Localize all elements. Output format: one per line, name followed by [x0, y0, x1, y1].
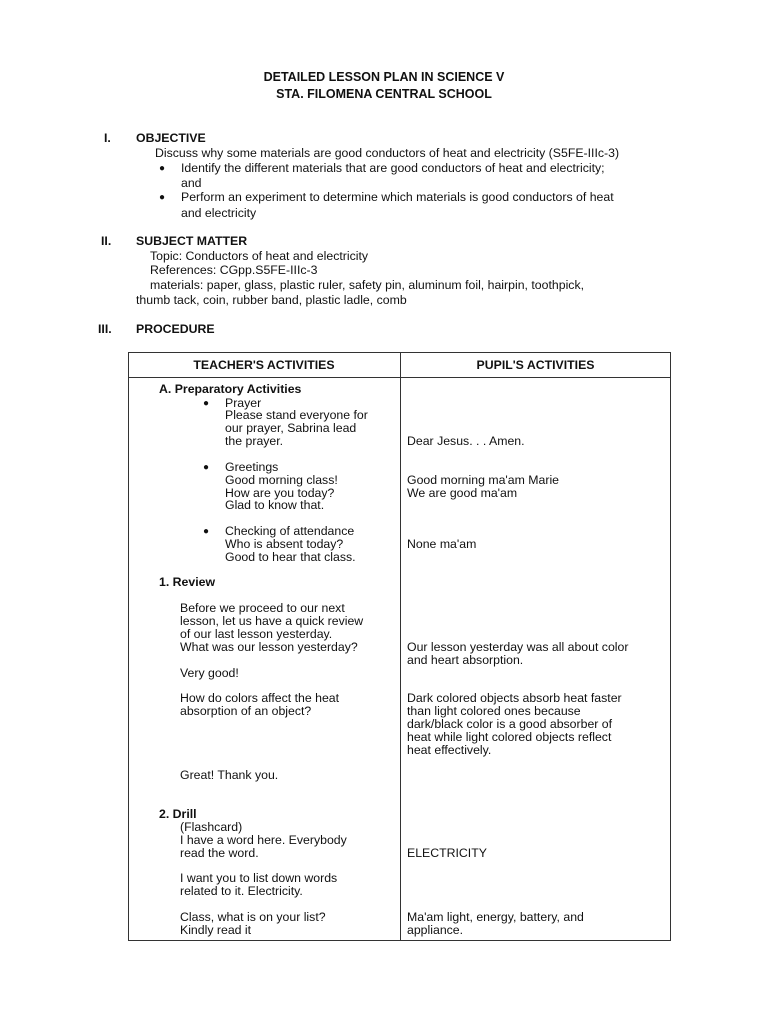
subject-heading: SUBJECT MATTER — [136, 234, 248, 248]
subject-numeral: II. — [101, 234, 112, 248]
bullet-icon: ● — [203, 398, 210, 409]
greetings-line: How are you today? — [225, 486, 335, 500]
pupil-attendance: None ma'am — [407, 537, 477, 551]
bullet-icon: ● — [203, 526, 210, 537]
pupil-drill: ELECTRICITY — [407, 846, 487, 860]
table-header-divider — [128, 377, 671, 378]
pupil-review: heat while light colored objects reflect — [407, 730, 612, 744]
review-line: of our last lesson yesterday. — [180, 627, 333, 641]
objective-intro: Discuss why some materials are good conductors of heat and electricity (S5FE-IIIc-3) — [155, 146, 620, 160]
review-line: How do colors affect the heat — [180, 691, 340, 705]
review-line: Great! Thank you. — [180, 768, 279, 782]
document-title: DETAILED LESSON PLAN IN SCIENCE V — [263, 70, 505, 84]
attendance-line: Good to hear that class. — [225, 550, 356, 564]
objective-bullet-2: Perform an experiment to determine which materials is good conductors of heat — [181, 190, 614, 204]
objective-heading: OBJECTIVE — [136, 131, 206, 145]
subject-materials-cont: thumb tack, coin, rubber band, plastic ladle, comb — [136, 293, 407, 307]
pupil-review: Dark colored objects absorb heat faster — [407, 691, 622, 705]
drill-line: (Flashcard) — [180, 820, 243, 834]
table-column-divider — [400, 352, 401, 941]
school-name: STA. FILOMENA CENTRAL SCHOOL — [276, 87, 492, 101]
objective-bullet-1-cont: and — [181, 176, 202, 190]
bullet-icon: ● — [159, 163, 166, 174]
attendance-title: Checking of attendance — [225, 524, 355, 538]
pupil-greeting: We are good ma'am — [407, 486, 518, 500]
subject-materials: materials: paper, glass, plastic ruler, safety pin, aluminum foil, hairpin, toothpick, — [150, 278, 585, 292]
bullet-icon: ● — [159, 192, 166, 203]
objective-numeral: I. — [104, 131, 111, 145]
pupil-review: and heart absorption. — [407, 653, 524, 667]
procedure-heading: PROCEDURE — [136, 322, 215, 336]
review-line: Before we proceed to our next — [180, 601, 345, 615]
preparatory-heading: A. Preparatory Activities — [159, 382, 302, 396]
prayer-title: Prayer — [225, 396, 262, 410]
pupil-review: Our lesson yesterday was all about color — [407, 640, 629, 654]
pupil-drill: appliance. — [407, 923, 464, 937]
review-heading: 1. Review — [159, 575, 216, 589]
pupil-review: heat effectively. — [407, 743, 492, 757]
drill-line: I have a word here. Everybody — [180, 833, 347, 847]
drill-line: related to it. Electricity. — [180, 884, 303, 898]
pupil-prayer: Dear Jesus. . . Amen. — [407, 434, 525, 448]
objective-bullet-1: Identify the different materials that are good conductors of heat and electricity; — [181, 161, 605, 175]
drill-line: Kindly read it — [180, 923, 252, 937]
procedure-numeral: III. — [98, 322, 112, 336]
review-line: absorption of an object? — [180, 704, 312, 718]
col-header-pupil: PUPIL'S ACTIVITIES — [476, 358, 595, 372]
review-line: What was our lesson yesterday? — [180, 640, 358, 654]
subject-references: References: CGpp.S5FE-IIIc-3 — [150, 263, 318, 277]
drill-heading: 2. Drill — [159, 807, 197, 821]
bullet-icon: ● — [203, 462, 210, 473]
drill-line: I want you to list down words — [180, 871, 338, 885]
prayer-line: Please stand everyone for — [225, 408, 368, 422]
pupil-drill: Ma'am light, energy, battery, and — [407, 910, 584, 924]
review-line: lesson, let us have a quick review — [180, 614, 364, 628]
prayer-line: the prayer. — [225, 434, 284, 448]
review-line: Very good! — [180, 666, 239, 680]
subject-topic: Topic: Conductors of heat and electricity — [150, 249, 369, 263]
prayer-line: our prayer, Sabrina lead — [225, 421, 357, 435]
greetings-line: Good morning class! — [225, 473, 338, 487]
drill-line: read the word. — [180, 846, 259, 860]
attendance-line: Who is absent today? — [225, 537, 344, 551]
pupil-review: than light colored ones because — [407, 704, 581, 718]
pupil-review: dark/black color is a good absorber of — [407, 717, 613, 731]
greetings-title: Greetings — [225, 460, 279, 474]
drill-line: Class, what is on your list? — [180, 910, 326, 924]
greetings-line: Glad to know that. — [225, 498, 325, 512]
col-header-teacher: TEACHER'S ACTIVITIES — [193, 358, 335, 372]
objective-bullet-2-cont: and electricity — [181, 206, 257, 220]
pupil-greeting: Good morning ma'am Marie — [407, 473, 560, 487]
